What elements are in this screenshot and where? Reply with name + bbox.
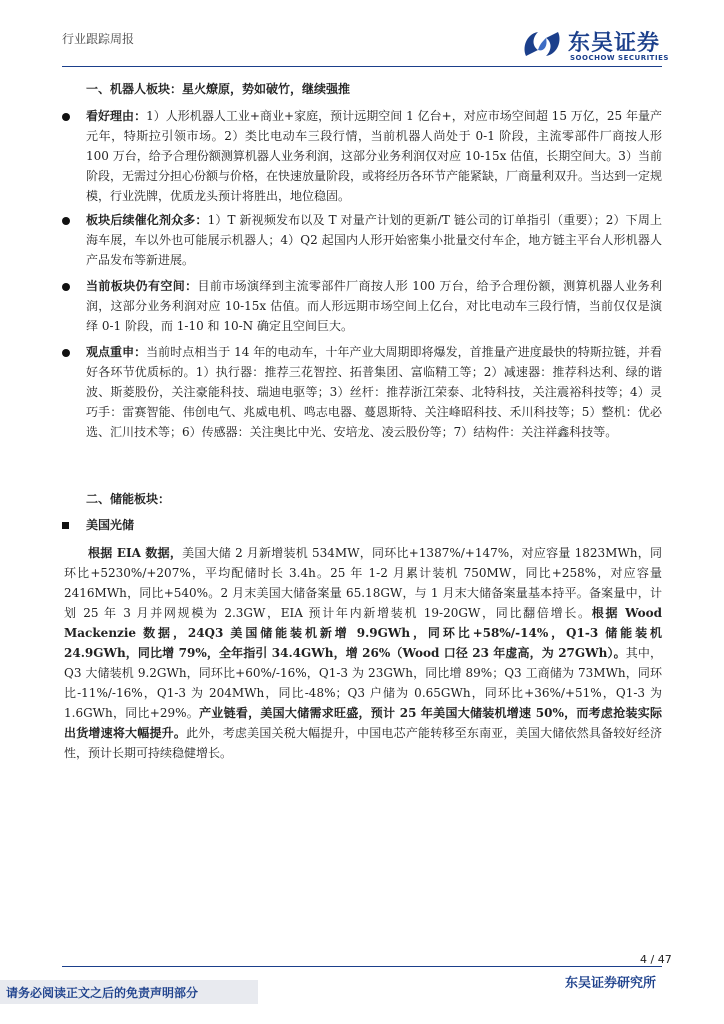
subsection-title: 美国光储 [86,518,135,532]
bullet-body: 1）人形机器人工业+商业+家庭，预计远期空间 1 亿台+，对应市场空间超 15 万亿，25 年量产元年，特斯拉引领市场。2）类比电动车三段行情，当前机器人尚处于 0-1 阶段，主流零部件厂商按人形 100 万台，给予合理份额测算机器人业务利润，这部分业务利润仅对应 10-15x 估值，长期空间大。3）当前阶段，无需过分担心份额与价格，在快速放量阶段，或将经历各环节产能紧缺，厂商量利双升。当达到一定规模，行业洗牌，优质龙头预计将胜出，地位稳固。 [86,109,663,203]
bullet-text [86,342,662,442]
footer-org: 东吴证券研究所 [565,976,657,991]
para-run: 此外，考虑美国关税大幅提升，中国电芯产能转移至东南亚，美国大储依然具备较好经济性，预计长期可持续稳健增长。 [64,726,662,760]
section2-title: 二、储能板块： [86,492,171,506]
bullet-lead: 当前板块仍有空间： [86,279,198,293]
storage-paragraph [64,543,662,763]
disclaimer-band [0,980,258,1004]
bullet-text [86,210,662,270]
bullet-dot-icon [62,113,70,121]
bullet-lead: 看好理由： [86,109,147,123]
disclaimer-text: 请务必阅读正文之后的免责声明部分 [6,986,199,1000]
report-type-label: 行业跟踪周报 [62,32,135,46]
logo-mark-icon [520,26,564,62]
bullet-dot-icon [62,283,70,291]
bullet-dot-icon [62,217,70,225]
bullet-body: 当前时点相当于 14 年的电动车，十年产业大周期即将爆发，首推量产进度最快的特斯拉链，并看好各环节优质标的。1）执行器：推荐三花智控、拓普集团、富临精工等；2）减速器：推荐科达利、绿的谐波、斯菱股份，关注豪能科技、瑞迪电驱等；3）丝杆：推荐浙江荣泰、北特科技，关注震裕科技等；4）灵巧手：雷赛智能、伟创电气、兆威电机、鸣志电器、蔓恩斯特、关注峰昭科技、禾川科技等；5）整机：优必选、汇川技术等；6）传感器：关注奥比中光、安培龙、凌云股份等；7）结构件：关注祥鑫科技等。 [86,345,662,439]
para-run: 产业链看，美国大储需求旺盛，预计 25 年美国大储装机增速 50%，而考虑抢装实际出货增速将大幅提升。 [64,706,662,740]
logo-english-name: SOOCHOW SECURITIES [570,54,669,62]
para-run: 美国大储 2 月新增装机 534MW，同环比+1387%/+147%，对应容量 1823MWh，同环比+5230%/+207%，平均配储时长 3.4h。25 年 1-2 月累计装机 750MW，同比+258%，对应容量 2416MWh，同比+540%。2 月末美国大储备案量 65.18GW，与 1 月末大储备案量基本持平。备案量中，计划 25 年 3 月并网规模为 2.3GW，EIA 预计年内新增装机 19-20GW，同比翻倍增长。 [64,546,662,620]
bullet-body: 目前市场演绎到主流零部件厂商按人形 100 万台，给予合理份额，测算机器人业务利润，这部分业务利润对应 10-15x 估值。而人形远期市场空间上亿台，对比电动车三段行情，当前仅仅是演绎 0-1 阶段，而 1-10 和 10-N 确定且空间巨大。 [86,279,662,333]
footer-divider [62,966,662,967]
page-header [0,0,724,70]
bullet-lead: 观点重申： [86,345,147,359]
header-divider [62,66,662,67]
bullet-text [86,276,662,336]
bullet-lead: 板块后续催化剂众多： [86,213,208,227]
company-logo [520,26,680,64]
page-number: 4 / 47 [640,953,672,966]
section1-title: 一、机器人板块：星火燎原，势如破竹，继续强推 [86,82,351,96]
square-bullet-icon [62,522,69,529]
logo-chinese-name: 东吴证券 [568,31,661,56]
para-run: 根据 Wood Mackenzie 数据，24Q3 美国储能装机新增 9.9GWh，同环比+58%/-14%，Q1-3 储能装机 24.9GWh，同比增 79%，全年指引 34.4GWh，增 26%（Wood 口径 23 年虚高，为 27GWh）。 [64,606,662,660]
para-run: 其中，Q3 大储装机 9.2GWh，同环比+60%/-16%，Q1-3 为 23GWh，同比增 89%；Q3 工商储为 73MWh，同环比-11%/-16%，Q1-3 为 204MWh，同比-48%；Q3 户储为 0.65GWh，同环比+36%/+51%，Q1-3 为 1.6GWh，同比+29%。 [64,646,662,720]
bullet-dot-icon [62,349,70,357]
bullet-body: 1）T 新视频发布以及 T 对量产计划的更新/T 链公司的订单指引（重要）；2）下周上海车展，车以外也可能展示机器人；4）Q2 起国内人形开始密集小批量交付车企，地方链主平台人形机器人产品发布等新进展。 [86,213,662,267]
para-run: 根据 EIA 数据， [88,546,183,560]
bullet-text [86,106,662,206]
